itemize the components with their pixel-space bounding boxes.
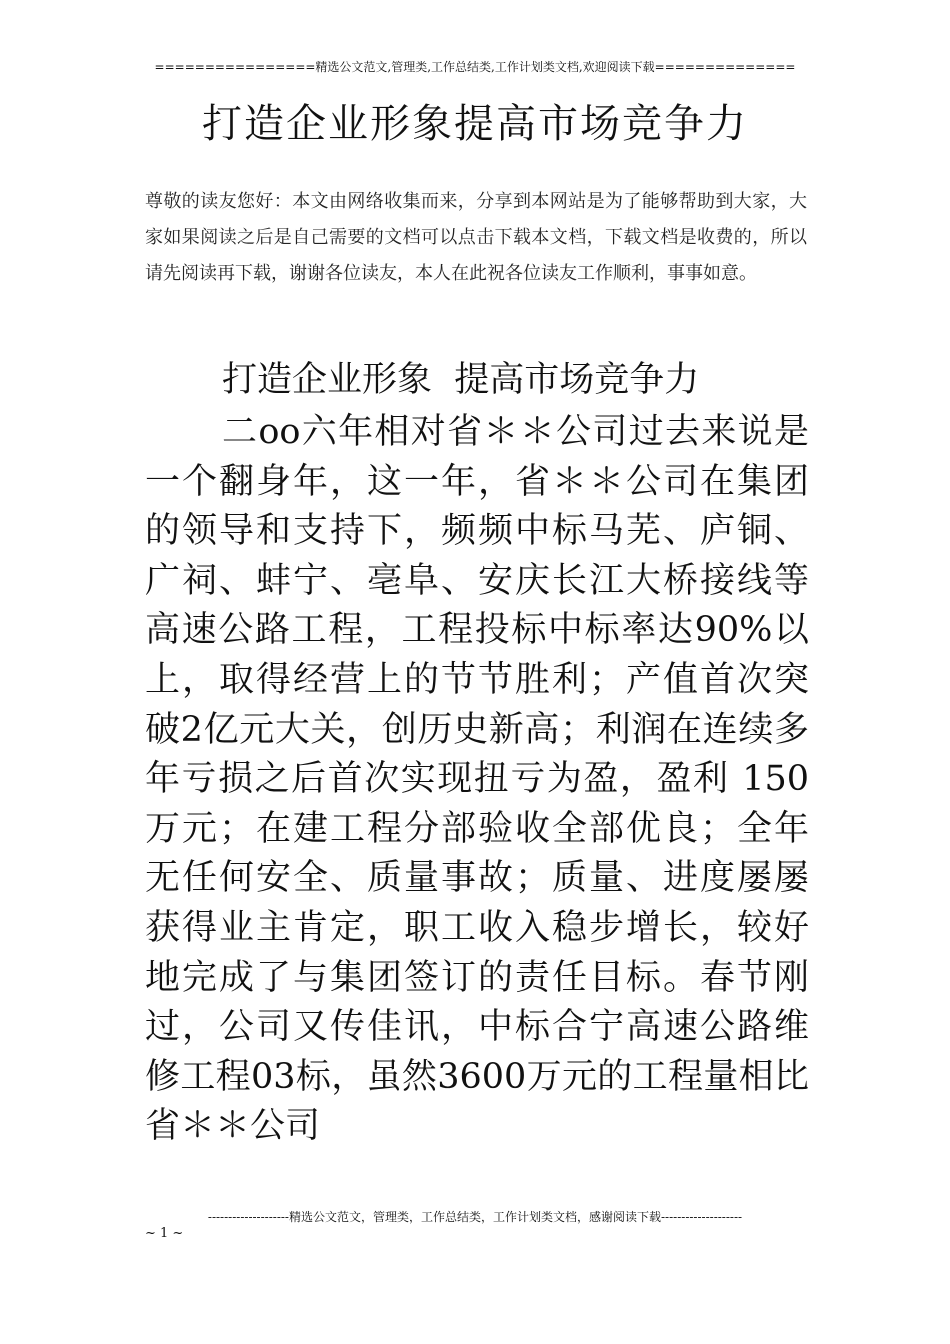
page-header: ================精选公文范文,管理类,工作总结类,工作计划类文档,欢迎阅读下载============== (154, 60, 796, 74)
reader-notice: 尊敬的读友您好：本文由网络收集而来，分享到本网站是为了能够帮助到大家，大家如果阅读之后是自己需要的文档可以点击下载本文档，下载文档是收费的，所以请先阅读再下载，谢谢各位读友，本人在此祝各位读友工作顺利，事事如意。 (145, 191, 807, 284)
document-title: 打造企业形象提高市场竞争力 (202, 101, 748, 147)
article-body: 二oo六年相对省＊＊公司过去来说是一个翻身年，这一年，省＊＊公司在集团的领导和支持下，频频中标马芜、庐铜、广祠、蚌宁、亳阜、安庆长江大桥接线等高速公路工程，工程投标中标率达90%以上，取得经营上的节节胜利；产值首次突破2亿元大关，创历史新高；利润在连续多年亏损之后首次实现扭亏为盈，盈利 150 万元；在建工程分部验收全部优良；全年无任何安全、质量事故；质量、进度屡屡获得业主肯定，职工收入稳步增长，较好地完成了与集团签订的责任目标。春节刚过，公司又传佳讯，中标合宁高速公路维修工程03标，虽然3600万元的工程量相比省＊＊公司 (145, 412, 809, 1147)
page-footer: --------------------精选公文范文，管理类，工作总结类，工作计划类文档，感谢阅读下载-------------------- (207, 1210, 743, 1224)
page-number: ~ 1 ~ (145, 1226, 184, 1241)
article-title: 打造企业形象 提高市场竞争力 (222, 360, 700, 400)
